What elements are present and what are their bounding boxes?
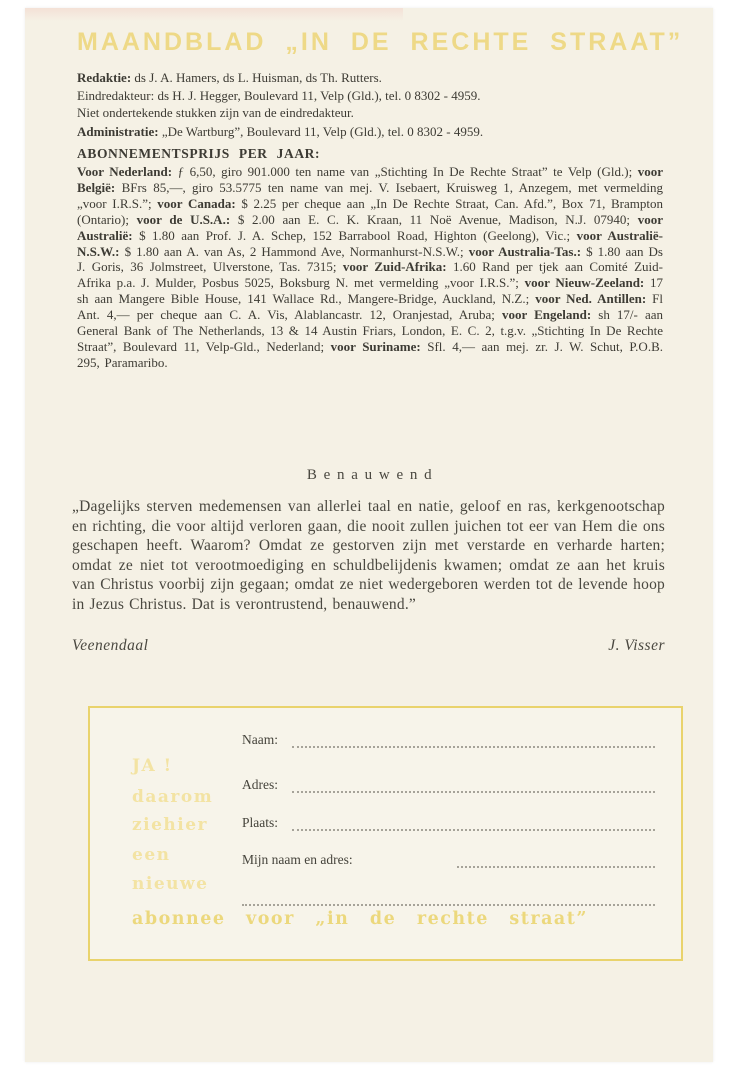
dotted-fill-line (292, 829, 655, 831)
dotted-fill-line (242, 904, 655, 906)
masthead-line-eindredakteur: Eindredakteur: ds H. J. Hegger, Boulevard 11, Velp (Gld.), tel. 0 8302 - 4959. (77, 87, 481, 103)
quote-paragraph: „Dagelijks sterven medemensen van allerlei taal en natie, geloof en ras, kerkgenootschap en richting, die voor altijd verloren gaan, die nooit zullen juichen tot eer van Hem die ons geschapen heeft. Waarom? Omdat ze gestorven zijn met verstarde en verharde harten; omdat ze niet tot verootmoediging en schuldbelijdenis kwamen; omdat ze aan het kruis van Christus voorbij zijn gegaan; omdat ze niet wedergeboren werden tot de levende hoop in Jezus Christus. Dat is verontrustend, benauwend.” (72, 498, 665, 613)
administratie-line: Administratie: „De Wartburg”, Boulevard 11, Velp (Gld.), tel. 0 8302 - 4959. (77, 124, 484, 139)
form-field-naam (90, 732, 681, 752)
subscription-form-box (88, 706, 683, 961)
field-label-naam: Naam: (242, 732, 278, 747)
field-label-mijn-naam-en-adres: Mijn naam en adres: (242, 852, 353, 867)
form-field-extra-line (90, 890, 681, 910)
slogan-line-nieuwe: nieuwe (132, 874, 209, 894)
dotted-fill-line (457, 866, 655, 868)
slogan-line-ja: JA ! (132, 756, 173, 776)
form-field-mijn-naam-en-adres (90, 852, 681, 872)
author-name: J. Visser (608, 637, 665, 654)
dotted-fill-line (292, 746, 655, 748)
slogan-line-een: een (132, 845, 171, 865)
masthead-block (77, 69, 652, 122)
subscription-heading: ABONNEMENTSPRIJS PER JAAR: (77, 146, 321, 161)
page-title: MAANDBLAD „IN DE RECHTE STRAAT” (77, 28, 684, 56)
masthead-line-note: Niet ondertekende stukken zijn van de eindredakteur. (77, 105, 354, 120)
quote-heading: B e n a u w e n d (306, 467, 434, 483)
field-label-adres: Adres: (242, 777, 278, 792)
slogan-line-daarom: daarom (132, 787, 214, 807)
dotted-fill-line (292, 791, 655, 793)
field-label-plaats: Plaats: (242, 815, 278, 830)
form-field-plaats (90, 815, 681, 835)
form-field-adres (90, 777, 681, 797)
quote-byline (72, 637, 665, 655)
subscription-rates-paragraph: Voor Nederland: ƒ 6,50, giro 901.000 ten name van „Stichting In De Rechte Straat” te Velp (Gld.); voor België: BFrs 85,—, giro 53.5775 ten name van mej. V. Isebaert, Kruisweg 1, Anzegem, met vermelding „voor I.R.S.”; voor Canada: $ 2.25 per cheque aan „In De Rechte Straat, Can. Afd.”, Box 71, Brampton (Ontario); voor de U.S.A.: $ 2.00 aan E. C. K. Kraan, 11 Noë Avenue, Madison, N.J. 07940; voor Australië: $ 1.80 aan Prof. J. A. Schep, 152 Barrabool Road, Highton (Geelong), Vic.; voor Australië-N.S.W.: $ 1.80 aan A. van As, 2 Hammond Ave, Normanhurst-N.S.W.; voor Australia-Tas.: $ 1.80 aan Ds J. Goris, 36 Jolmstreet, Ulverstone, Tas. 7315; voor Zuid-Afrika: 1.60 Rand per tjek aan Comité Zuid-Afrika p.a. J. Mulder, Posbus 5025, Boksburg N. met vermelding „voor I.R.S.”; voor Nieuw-Zeeland: 17 sh aan Mangere Bible House, 141 Wallace Rd., Mangere-Bridge, Auckland, N.Z.; voor Ned. Antillen: Fl Ant. 4,— per cheque aan C. A. Vis, Alablancastr. 12, Oranjestad, Aruba; voor Engeland: sh 17/- aan General Bank of The Netherlands, 13 & 14 Austin Friars, London, E. C. 2, t.g.v. „Stichting In De Rechte Straat”, Boulevard 11, Velp-Gld., Nederland; voor Suriname: Sfl. 4,— aan mej. zr. J. W. Schut, P.O.B. 295, Paramaribo. (77, 164, 664, 370)
place-name: Veenendaal (72, 637, 149, 654)
slogan-line-ziehier: ziehier (132, 815, 209, 835)
scanned-magazine-page (25, 8, 713, 1062)
slogan-bottom-line: abonnee voor „in de rechte straat” (132, 909, 588, 929)
masthead-line-redaktie: Redaktie: ds J. A. Hamers, ds L. Huisman, ds Th. Rutters. (77, 70, 382, 85)
